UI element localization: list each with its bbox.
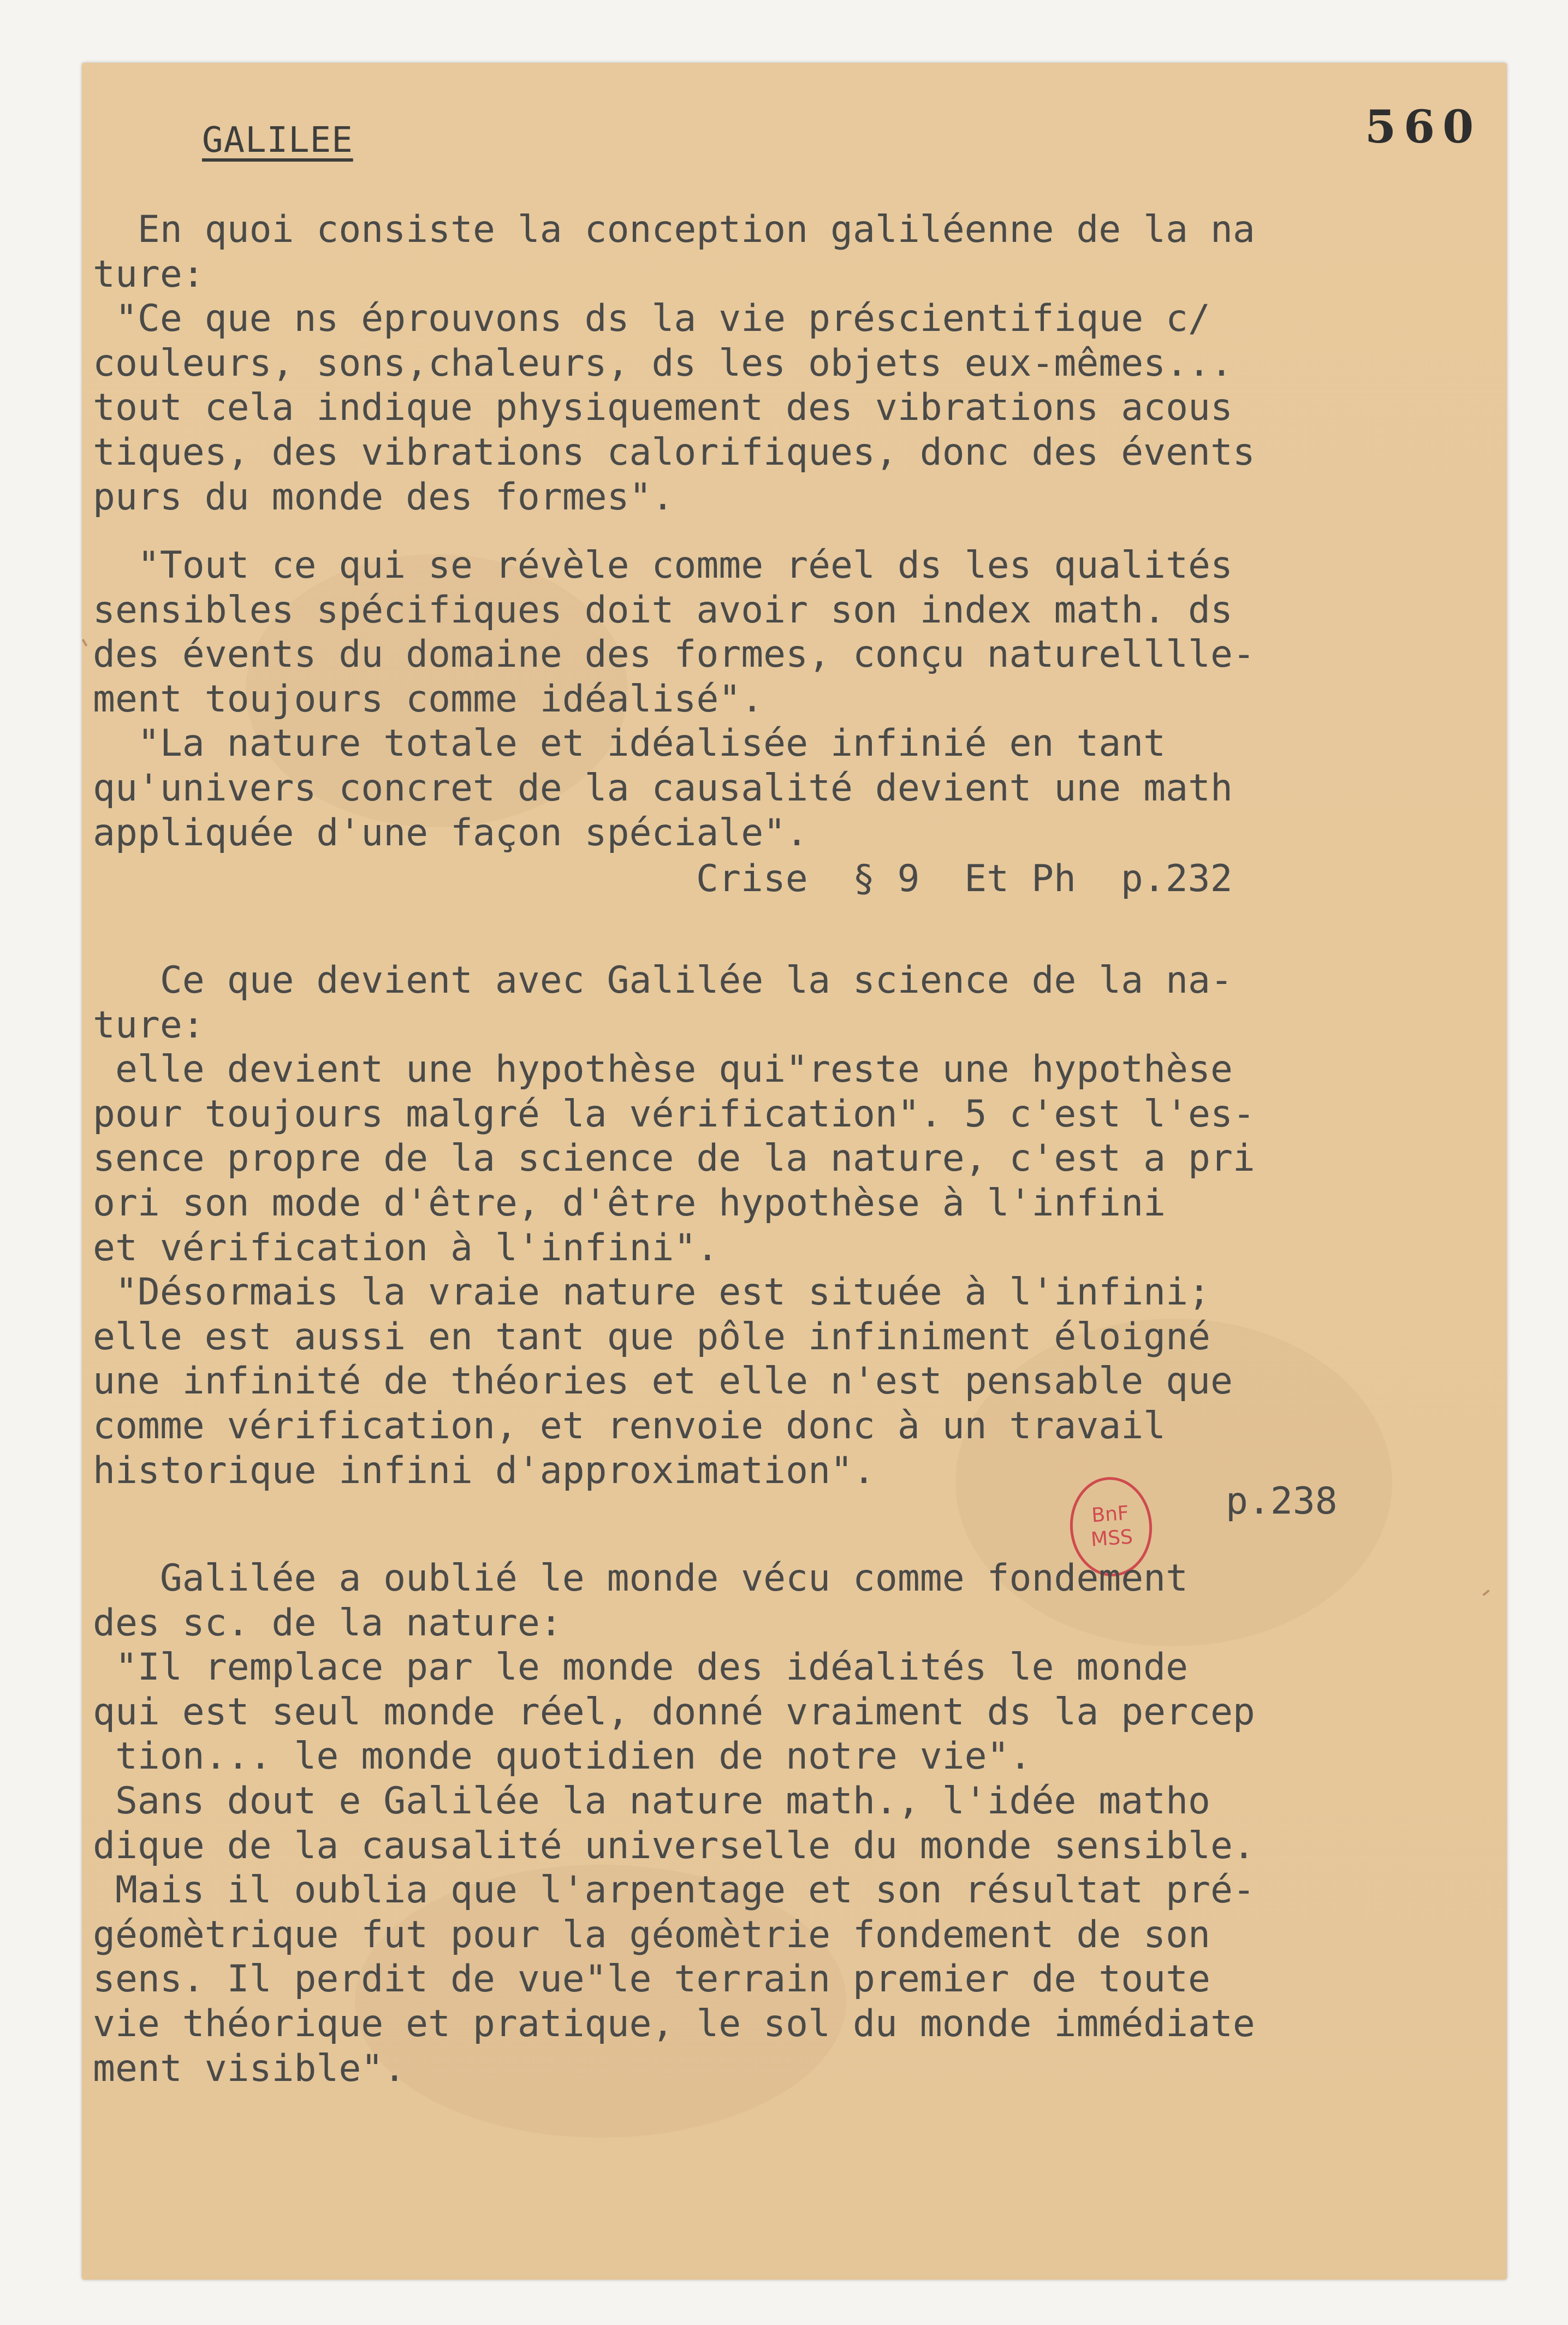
paragraph-hypothese: Ce que devient avec Galilée la science de la na- ture: elle devient une hypothèse qui"reste une hypothèse pour toujours malgré la vérification". 5 c'est l'es- sence propre de la science de la nature, c'est a pri ori son mode d'être, d'être hypothèse à l'infini et vérification à l'infini". "Désormais la vraie nature est située à l'infini; elle est aussi en tant que pôle infiniment éloigné une infinité de théories et elle n'est pensable que comme vérification, et renvoie donc à un travail historique infini d'approximation".	[93, 959, 1255, 1492]
manuscript-page	[82, 63, 1507, 2280]
paragraph-conception: En quoi consiste la conception galiléenne de la na ture: "Ce que ns éprouvons ds la vie préscientifique c/ couleurs, sons,chaleurs, ds les objets eux-mêmes... tout cela indique physiquement des vibrations acous tiques, des vibrations calorifiques, donc des évents purs du monde des formes".	[93, 208, 1255, 519]
stamp-text: BnF MSS	[1090, 1502, 1134, 1551]
paragraph-monde-vecu: Galilée a oublié le monde vécu comme fondement des sc. de la nature: "Il remplace par le monde des idéalités le monde qui est seul monde réel, donné vraiment ds la percep tion... le monde quotidien de notre vie". Sans dout e Galilée la nature math., l'idée matho dique de la causalité universelle du monde sensible. Mais il oublia que l'arpentage et son résultat pré- géomètrique fut pour la géomètrie fondement de son sens. Il perdit de vue"le terrain premier de toute vie théorique et pratique, le sol du monde immédiate ment visible".	[93, 1557, 1255, 2090]
document-title: GALILEE	[202, 120, 353, 161]
paragraph-qualites: "Tout ce qui se révèle comme réel ds les qualités sensibles spécifiques doit avoir son index math. ds des évents du domaine des formes, conçu naturelllle- ment toujours comme idéalisé". "La nature totale et idéalisée infinié en tant qu'univers concret de la causalité devient une math appliquée d'une façon spéciale".	[93, 544, 1255, 855]
reference-page: p.238	[1226, 1480, 1338, 1523]
reference-crise: Crise § 9 Et Ph p.232	[696, 857, 1233, 900]
edge-tear	[82, 639, 87, 647]
page-number: 560	[1365, 101, 1482, 153]
